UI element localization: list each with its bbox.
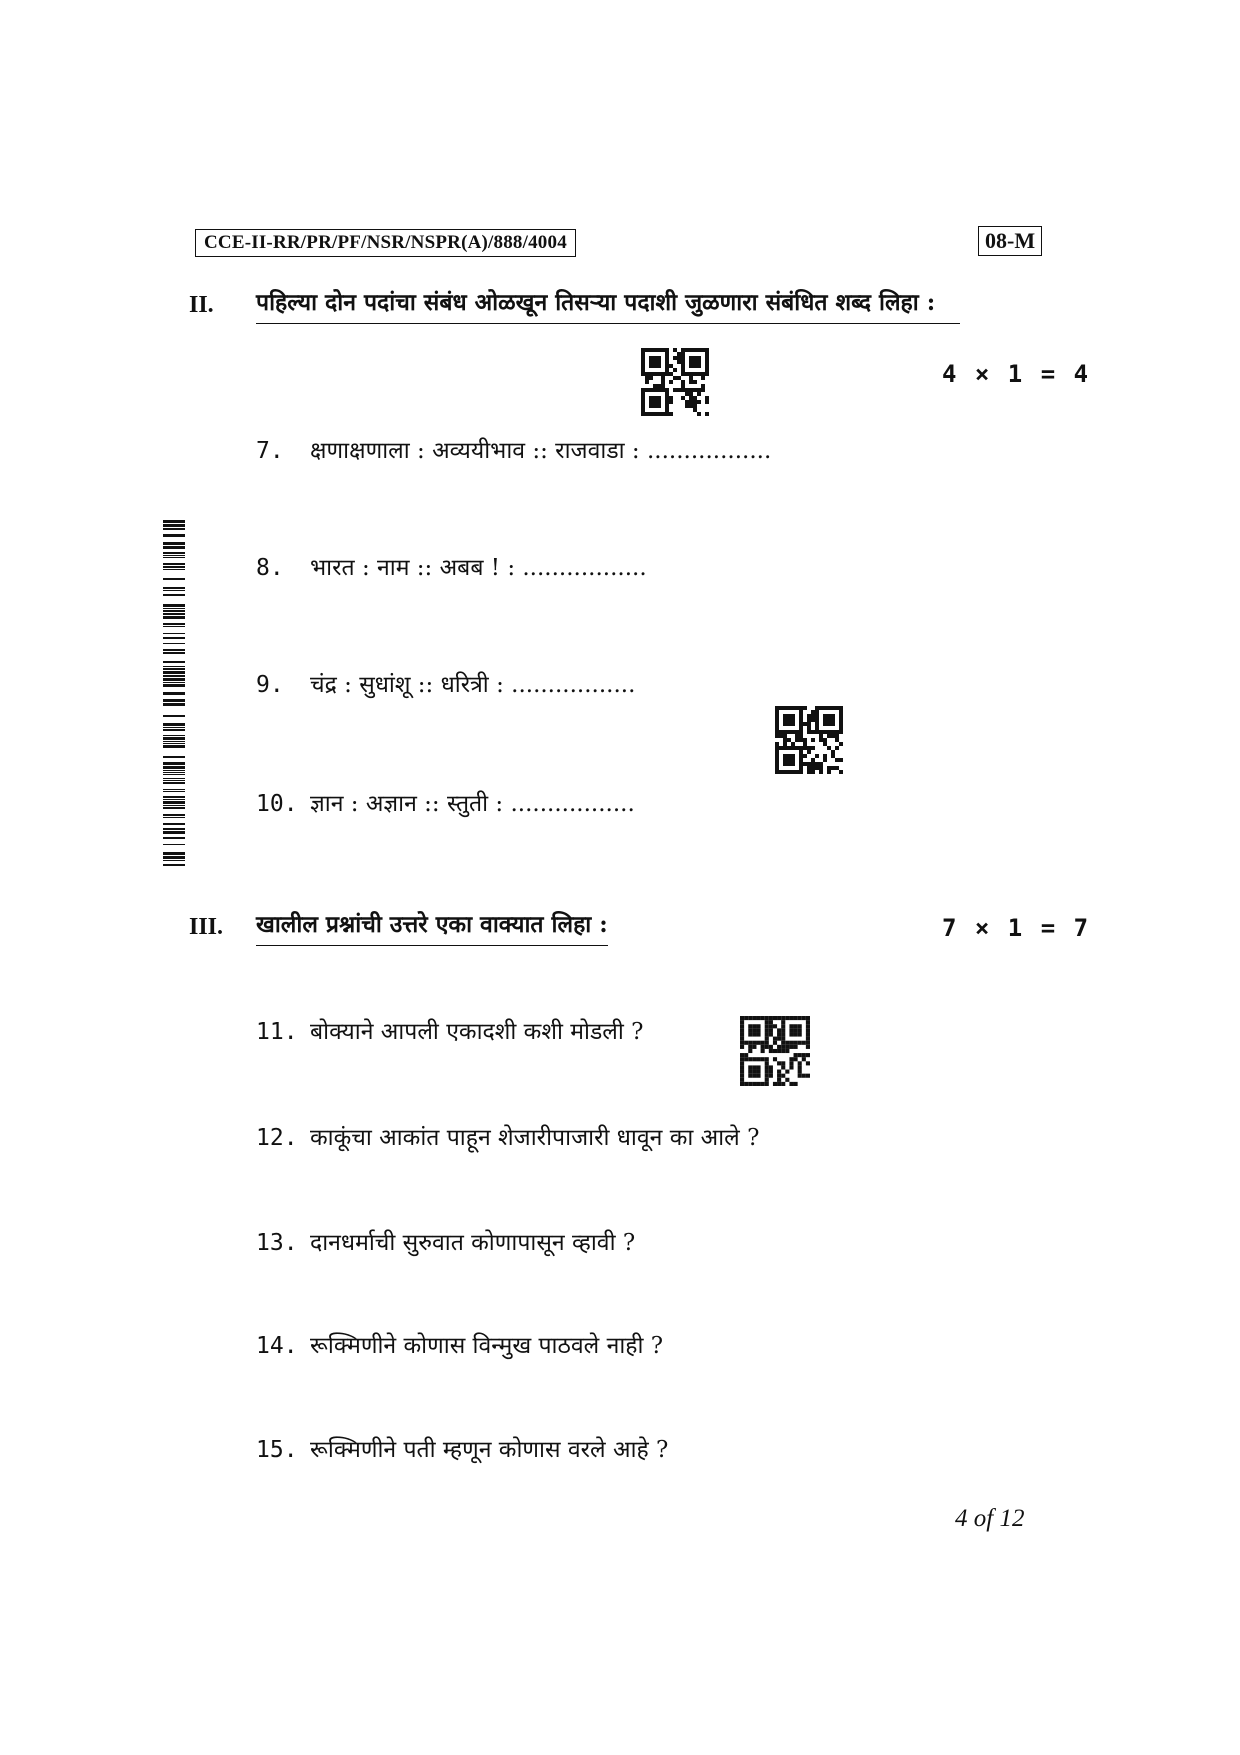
question-text: बोक्याने आपली एकादशी कशी मोडली ? [310,1019,644,1045]
question-number: 13. [256,1230,298,1256]
qr-code-3 [740,1016,810,1086]
question-12 [256,1120,759,1152]
question-number: 7. [256,438,284,464]
question-13 [256,1225,635,1257]
question-text: क्षणाक्षणाला : अव्ययीभाव :: राजवाडा : ................. [310,438,772,464]
question-number: 10. [256,791,298,817]
qr-code-2 [775,706,843,774]
question-text: दानधर्माची सुरुवात कोणापासून व्हावी ? [310,1230,636,1256]
section-2-title: पहिल्या दोन पदांचा संबंध ओळखून तिसऱ्या पदाशी जुळणारा संबंधित शब्द लिहा : [256,285,960,324]
vertical-barcode [163,520,185,867]
question-text: काकूंचा आकांत पाहून शेजारीपाजारी धावून का आले ? [310,1125,760,1151]
exam-code-box: CCE-II-RR/PR/PF/NSR/NSPR(A)/888/4004 [195,229,576,257]
question-number: 8. [256,555,284,581]
question-number: 9. [256,672,284,698]
question-14 [256,1328,663,1360]
question-text: रूक्मिणीने पती म्हणून कोणास वरले आहे ? [310,1437,669,1463]
qr-code-1 [641,348,709,416]
question-text: रूक्मिणीने कोणास विन्मुख पाठवले नाही ? [310,1333,664,1359]
question-11 [256,1014,643,1046]
question-7 [256,433,771,465]
section-2-number: II. [189,292,214,318]
question-number: 11. [256,1019,298,1045]
section-3-number: III. [189,914,224,940]
question-9 [256,667,635,699]
question-number: 15. [256,1437,298,1463]
question-text: ज्ञान : अज्ञान :: स्तुती : ................. [310,791,635,817]
question-number: 14. [256,1333,298,1359]
question-text: चंद्र : सुधांशू :: धरित्री : ................. [310,672,636,698]
page-number: 4 of 12 [955,1505,1025,1532]
question-text: भारत : नाम :: अबब ! : ................. [310,555,647,581]
paper-code-box: 08-M [978,226,1042,256]
section-3-title: खालील प्रश्नांची उत्तरे एका वाक्यात लिहा : [256,907,608,946]
section-2-marks: 4 × 1 = 4 [942,360,1091,388]
question-15 [256,1432,668,1464]
section-3-marks: 7 × 1 = 7 [942,914,1091,942]
question-10 [256,786,635,818]
question-8 [256,550,647,582]
question-number: 12. [256,1125,298,1151]
